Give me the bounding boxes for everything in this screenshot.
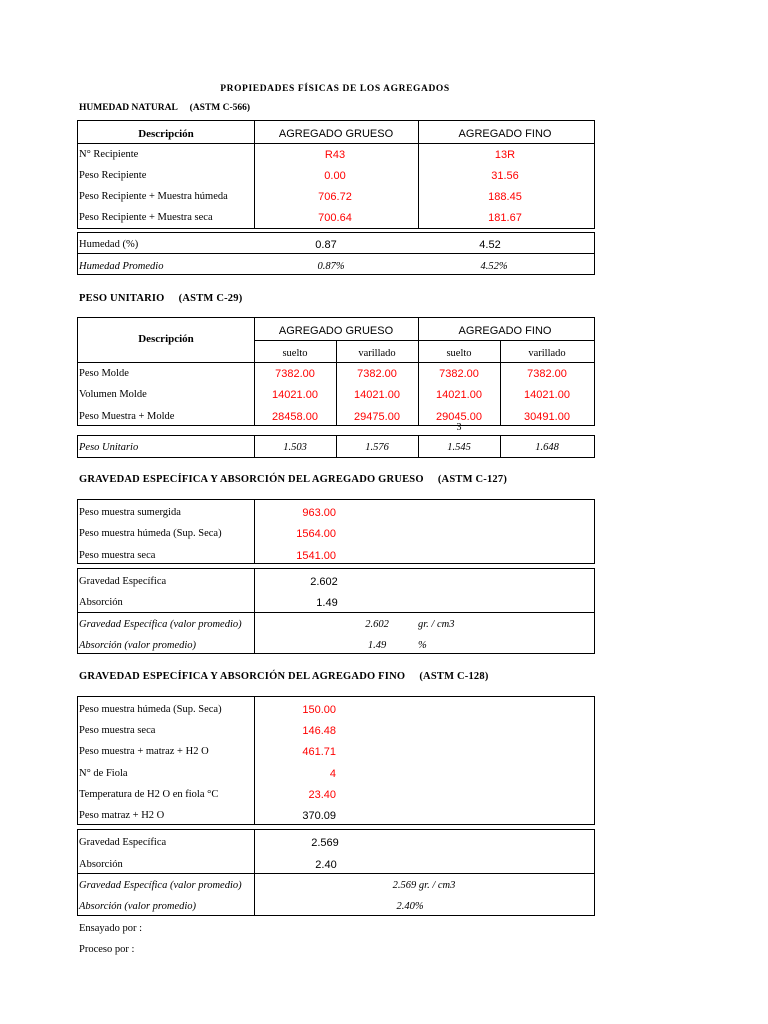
table-cell: 7382.00 (527, 368, 567, 380)
table-cell: 146.48 (302, 725, 336, 737)
table-row-label: Peso muestra + matraz + H2 O (79, 746, 209, 757)
fino-ge-prom-label: Gravedad Específica (valor promedio) (79, 880, 242, 891)
table-cell: 370.09 (302, 810, 336, 822)
humedad-label: Humedad (%) (79, 239, 139, 250)
table-cell: 7382.00 (357, 368, 397, 380)
table-cell: 1.545 (447, 442, 471, 453)
humedad-col-fino: AGREGADO FINO (458, 128, 552, 140)
humedad-fino-value: 4.52 (479, 239, 501, 251)
grueso-ge-label: Gravedad Específica (79, 576, 167, 587)
fino-abs-value: 2.40 (315, 859, 337, 871)
table-cell: 461.71 (302, 746, 336, 758)
pu-col-grueso: AGREGADO GRUESO (278, 325, 394, 337)
pu-sub-varillado: varillado (528, 348, 566, 359)
grueso-ge-value: 2.602 (310, 576, 338, 588)
table-cell: 150.00 (302, 704, 336, 716)
table-row-label: Peso Recipiente (79, 170, 147, 181)
fino-abs-prom-value: 2.40% (396, 901, 424, 912)
fino-ge-prom-value: 2.569 gr. / cm3 (392, 880, 456, 891)
grueso-abs-prom-value: 1.49 (367, 640, 387, 651)
table-cell: 14021.00 (272, 389, 318, 401)
fino-ge-label: Gravedad Específica (79, 837, 167, 848)
table-cell: 0.00 (324, 170, 346, 182)
fino-ge-value: 2.569 (311, 837, 339, 849)
humedad-promedio-label: Humedad Promedio (79, 261, 164, 272)
table-cell: 28458.00 (272, 411, 318, 423)
table-cell: 4 (329, 768, 336, 780)
table-cell: 14021.00 (354, 389, 400, 401)
table-cell: 1.576 (365, 442, 389, 453)
fino-astm: (ASTM C-128) (419, 671, 489, 682)
pu-sub-suelto: suelto (446, 348, 472, 359)
table-row-label: Peso Molde (79, 368, 129, 379)
pu-sub-suelto: suelto (282, 348, 308, 359)
table-cell: 706.72 (318, 191, 352, 203)
grueso-ge-prom-value: 2.602 (365, 619, 389, 630)
fino-heading (79, 670, 489, 684)
pu-sub-varillado: varillado (358, 348, 396, 359)
grueso-heading (79, 473, 507, 487)
table-cell: 181.67 (488, 212, 522, 224)
table-cell: 29475.00 (354, 411, 400, 423)
humedad-heading-text: HUMEDAD NATURAL (79, 103, 178, 113)
table-cell: 30491.00 (524, 411, 570, 423)
proceso-por-label: Proceso por : (79, 944, 135, 955)
table-cell: 31.56 (491, 170, 519, 182)
grueso-heading-text: GRAVEDAD ESPECÍFICA Y ABSORCIÓN DEL AGREGADO GRUESO (79, 474, 424, 485)
grueso-ge-prom-label: Gravedad Específica (valor promedio) (79, 619, 242, 630)
table-row-label: Peso Recipiente + Muestra húmeda (79, 191, 228, 202)
grueso-abs-prom-label: Absorción (valor promedio) (79, 640, 197, 651)
fino-abs-prom-label: Absorción (valor promedio) (79, 901, 197, 912)
table-row-label: Peso muestra seca (79, 550, 156, 561)
peso-unitario-heading (79, 292, 242, 306)
table-cell: 29045.00 (436, 411, 482, 423)
table-row-label: Peso Recipiente + Muestra seca (79, 212, 213, 223)
grueso-abs-value: 1.49 (316, 597, 338, 609)
fino-abs-label: Absorción (79, 859, 123, 870)
humedad-astm: (ASTM C-566) (189, 103, 251, 113)
table-cell: R43 (324, 149, 346, 161)
table-row-label: Peso matraz + H2 O (79, 810, 165, 821)
table-cell: 14021.00 (436, 389, 482, 401)
humedad-col-desc: Descripción (138, 128, 194, 140)
humedad-col-grueso: AGREGADO GRUESO (278, 128, 394, 140)
table-cell: 700.64 (318, 212, 352, 224)
page-title: PROPIEDADES FÍSICAS DE LOS AGREGADOS (220, 84, 450, 94)
humedad-grueso-value: 0.87 (315, 239, 337, 251)
table-row-label: Peso muestra sumergida (79, 507, 181, 518)
grueso-astm: (ASTM C-127) (437, 474, 508, 485)
table-row-label: Peso muestra húmeda (Sup. Seca) (79, 528, 222, 539)
grueso-ge-prom-unit: gr. / cm3 (418, 619, 455, 630)
table-row-label: Peso Muestra + Molde (79, 411, 175, 422)
table-cell: 1564.00 (296, 528, 336, 540)
table-row-label: N° Recipiente (79, 149, 139, 160)
ensayado-por-label: Ensayado por : (79, 923, 142, 934)
stray-mark: 3 (456, 422, 462, 433)
humedad-promedio-grueso: 0.87% (317, 261, 345, 272)
grueso-abs-label: Absorción (79, 597, 123, 608)
pu-col-fino: AGREGADO FINO (458, 325, 552, 337)
fino-heading-text: GRAVEDAD ESPECÍFICA Y ABSORCIÓN DEL AGREGADO FINO (79, 671, 406, 682)
table-cell: 13R (494, 149, 516, 161)
table-cell: 7382.00 (275, 368, 315, 380)
peso-unitario-label: Peso Unitario (79, 442, 139, 453)
table-cell: 188.45 (488, 191, 522, 203)
pu-col-desc: Descripción (138, 333, 194, 345)
peso-unitario-astm: (ASTM C-29) (178, 293, 243, 304)
peso-unitario-heading-text: PESO UNITARIO (79, 293, 165, 304)
table-cell: 23.40 (308, 789, 336, 801)
grueso-abs-prom-unit: % (418, 640, 427, 651)
table-cell: 1.503 (283, 442, 307, 453)
humedad-heading (79, 101, 250, 115)
table-cell: 7382.00 (439, 368, 479, 380)
table-cell: 1541.00 (296, 550, 336, 562)
humedad-promedio-fino: 4.52% (480, 261, 508, 272)
table-row-label: Peso muestra seca (79, 725, 156, 736)
table-row-label: Volumen Molde (79, 389, 147, 400)
table-row-label: Temperatura de H2 O en fiola °C (79, 789, 219, 800)
table-cell: 14021.00 (524, 389, 570, 401)
table-cell: 963.00 (302, 507, 336, 519)
table-cell: 1.648 (535, 442, 559, 453)
table-row-label: Peso muestra húmeda (Sup. Seca) (79, 704, 222, 715)
table-row-label: N° de Fiola (79, 768, 128, 779)
